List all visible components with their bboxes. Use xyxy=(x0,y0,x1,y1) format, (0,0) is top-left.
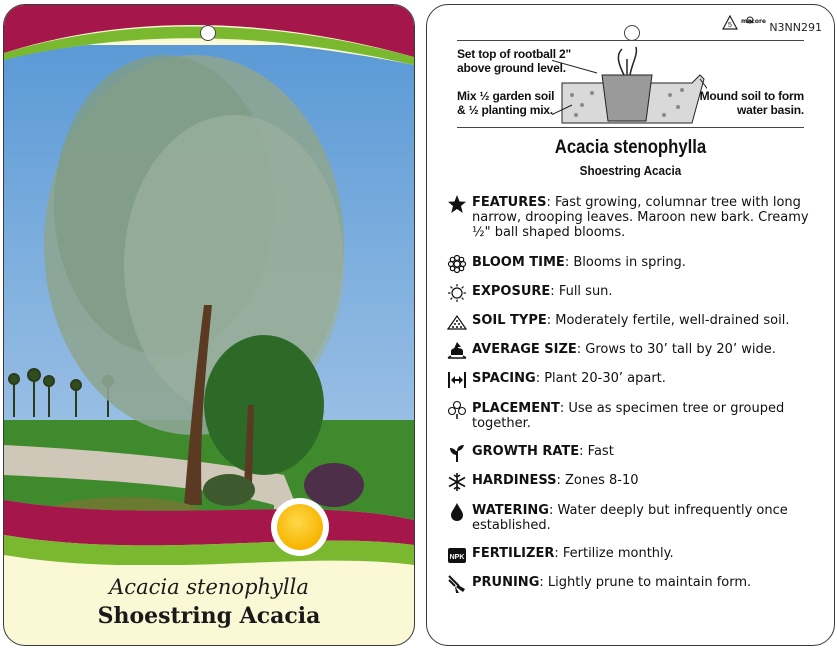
attribute-average-size: AVERAGE SIZE: Grows to 30’ tall by 20’ wide. xyxy=(447,342,817,357)
tree-photo xyxy=(4,5,414,565)
attribute-hardiness: HARDINESS: Zones 8-10 xyxy=(447,473,817,488)
attribute-fertilizer: NPK FERTILIZER: Fertilize monthly. xyxy=(447,546,817,561)
attribute-soil-type: SOIL TYPE: Moderately fertile, well-drained soil. xyxy=(447,313,817,328)
attribute-features: FEATURES: Fast growing, columnar tree with long narrow, drooping leaves. Maroon new bark. Creamy ½" ball shaped blooms. xyxy=(447,195,817,240)
attribute-exposure: EXPOSURE: Full sun. xyxy=(447,284,817,299)
svg-text:5: 5 xyxy=(728,22,732,29)
soil-mix-note: Mix ½ garden soil & ½ planting mix. xyxy=(457,89,555,117)
flower-icon xyxy=(447,254,467,274)
title-scientific-name: Acacia stenophylla xyxy=(554,137,707,158)
soil-icon xyxy=(447,312,467,332)
macore-label: macore xyxy=(740,18,766,25)
full-sun-icon xyxy=(271,498,329,556)
spacing-icon xyxy=(447,370,467,390)
divider xyxy=(457,127,804,128)
attribute-pruning: PRUNING: Lightly prune to maintain form. xyxy=(447,575,817,590)
water-drop-icon xyxy=(447,502,467,522)
attribute-placement: PLACEMENT: Use as specimen tree or grouped together. xyxy=(447,401,817,431)
attribute-growth-rate: GROWTH RATE: Fast xyxy=(447,444,817,459)
planting-diagram xyxy=(552,45,707,125)
hang-hole xyxy=(200,25,216,41)
sun-icon xyxy=(447,283,467,303)
scientific-name: Acacia stenophylla xyxy=(109,575,309,599)
plant-tag-back xyxy=(426,4,835,646)
product-code: N3NN291 xyxy=(769,21,822,34)
recycle-icon xyxy=(722,15,738,31)
size-icon xyxy=(447,341,467,361)
rootball-note: Set top of rootball 2" above ground level. xyxy=(457,47,571,75)
common-name: Shoestring Acacia xyxy=(97,603,321,629)
hang-hole xyxy=(624,25,640,41)
npk-icon xyxy=(447,545,467,565)
placement-icon xyxy=(447,400,467,420)
snowflake-icon xyxy=(447,472,467,492)
mound-note: Mound soil to form water basin. xyxy=(699,89,804,117)
attribute-spacing: SPACING: Plant 20-30’ apart. xyxy=(447,371,817,386)
star-icon xyxy=(447,194,467,214)
svg-text:NPK: NPK xyxy=(449,554,465,561)
pruners-icon xyxy=(447,574,467,594)
plant-tag-front xyxy=(3,4,415,646)
attribute-watering: WATERING: Water deeply but infrequently once established. xyxy=(447,503,817,533)
growth-icon xyxy=(447,443,467,463)
attribute-bloom-time: BLOOM TIME: Blooms in spring. xyxy=(447,255,817,270)
title-common-name: Shoestring Acacia xyxy=(579,163,682,178)
